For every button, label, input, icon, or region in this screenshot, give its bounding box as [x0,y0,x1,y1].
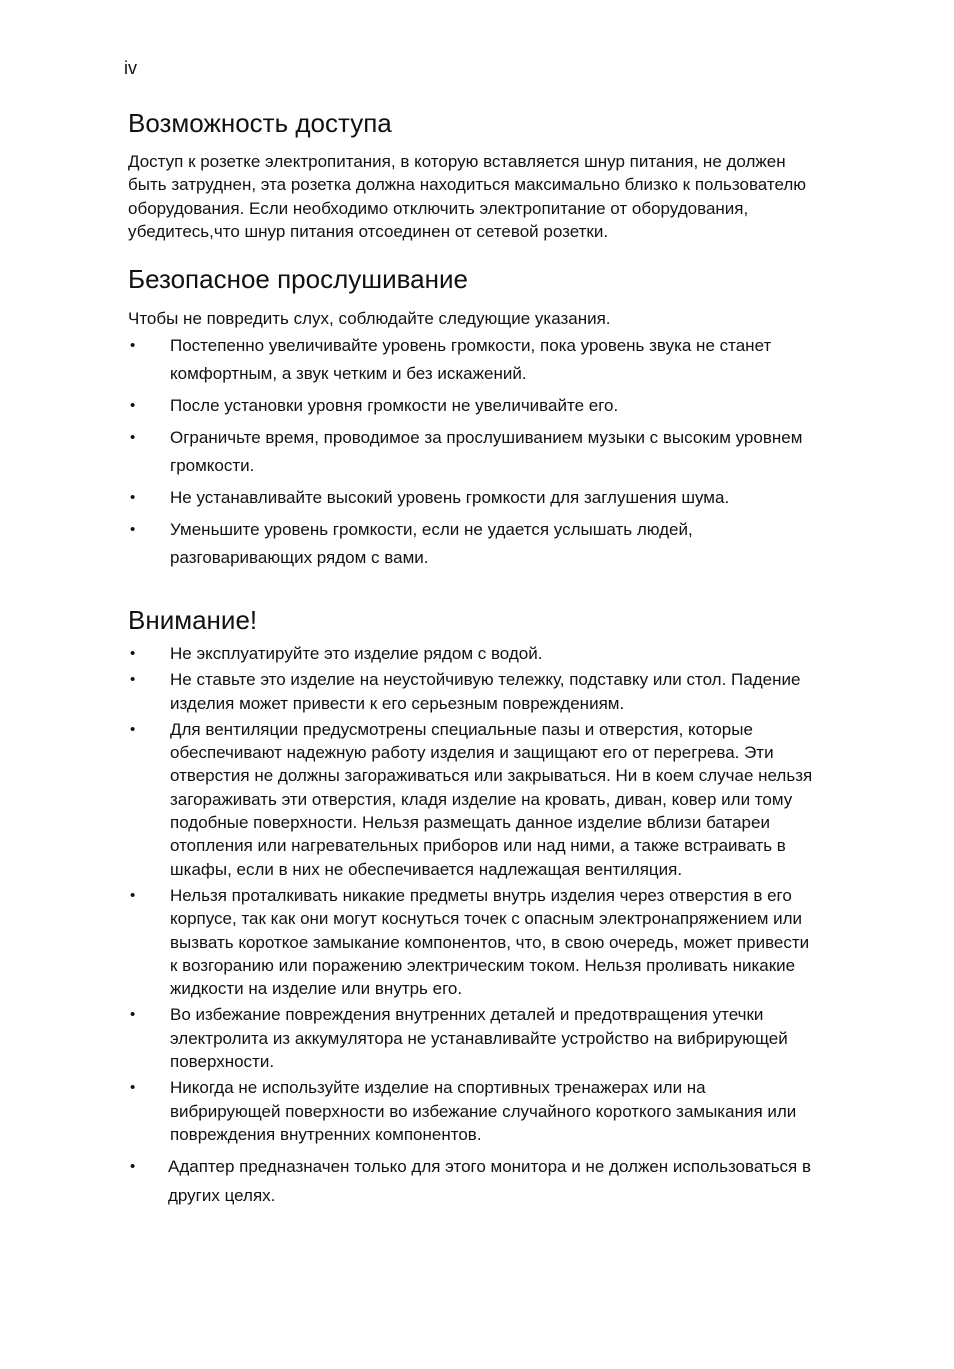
list-item-text: После установки уровня громкости не увеличивайте его. [170,396,619,416]
section-title: Внимание! [128,605,258,635]
bullet-icon: • [130,429,136,447]
list-item-text: Ограничьте время, проводимое за прослушиванием музыки с высоким уровнем громкости. [170,428,803,476]
bullet-icon: • [130,720,136,738]
bullet-icon: • [130,671,136,689]
list-item-text: Постепенно увеличивайте уровень громкости, пока уровень звука не станет комфортным, а звук четким и без искажений. [170,336,772,384]
bullet-icon: • [130,645,136,662]
list-item-text: Не устанавливайте высокий уровень громкости для заглушения шума. [170,488,730,508]
list-item-text: Для вентиляции предусмотрены специальные пазы и отверстия, которые обеспечивают надежную работу изделия и защищают его от перегрева. Эти отверстия не должны загораживаться или закрываться. Ни в коем случае нельзя загораживать эти отверстия, кладя изделие на кровать, диван, ковер или тому подобные поверхности. Нельзя размещать данное изделие вблизи батареи отопления или нагревательных приборов или над ними, а также встраивать в шкафы, если в них не обеспечивается надлежащая вентиляция. [170,719,813,879]
bullet-list [128,332,808,572]
section-safe-listening [128,264,828,576]
bullet-icon: • [130,886,136,904]
list-item [128,484,808,512]
list-item [128,1003,818,1073]
list-item [128,668,818,715]
list-item [128,516,808,572]
list-item [128,1152,858,1210]
bullet-icon: • [130,1158,136,1176]
section-warning [128,605,856,1213]
bullet-icon: • [130,337,136,355]
bullet-list [128,642,818,1210]
section-accessibility [128,108,828,243]
list-item [128,392,808,420]
list-item [128,642,818,665]
list-item-text: Адаптер предназначен только для этого монитора и не должен использоваться в других целях. [168,1157,812,1206]
bullet-icon: • [130,397,136,415]
list-item-text: Уменьшите уровень громкости, если не удается услышать людей, разговаривающих рядом с вами. [170,520,693,568]
section-title: Возможность доступа [128,108,392,138]
list-item-text: Не эксплуатируйте это изделие рядом с водой. [170,644,543,663]
bullet-icon: • [130,1006,136,1024]
list-item [128,424,808,480]
section-paragraph: Доступ к розетке электропитания, в которую вставляется шнур питания, не должен быть затруднен, эта розетка должна находиться максимально близко к пользователю оборудования. Если необходимо отключить электропитание от оборудования, убедитесь,что шнур питания отсоединен от сетевой розетки. [128,152,807,241]
page-number: iv [124,58,137,78]
bullet-icon: • [130,521,136,539]
bullet-icon: • [130,1079,136,1097]
list-item [128,332,808,388]
list-item [128,718,818,881]
section-intro: Чтобы не повредить слух, соблюдайте следующие указания. [128,309,611,328]
list-item [128,1076,818,1146]
bullet-icon: • [130,489,136,507]
list-item-text: Нельзя проталкивать никакие предметы внутрь изделия через отверстия в его корпусе, так как они могут коснуться точек с опасным электронапряжением или вызвать короткое замыкание компонентов, что, в свою очередь, может привести к возгоранию или поражению электрическим током. Нельзя проливать никакие жидкости на изделие или внутрь его. [170,885,810,999]
section-title: Безопасное прослушивание [128,264,468,294]
list-item [128,884,818,1000]
list-item-text: Во избежание повреждения внутренних деталей и предотвращения утечки электролита из аккумулятора не устанавливайте устройство на вибрирующей поверхности. [170,1005,788,1072]
list-item-text: Не ставьте это изделие на неустойчивую тележку, подставку или стол. Падение изделия может привести к его серьезным повреждениям. [170,670,801,713]
list-item-text: Никогда не используйте изделие на спортивных тренажерах или на вибрирующей поверхности во избежание случайного короткого замыкания или повреждения внутренних компонентов. [170,1078,797,1144]
